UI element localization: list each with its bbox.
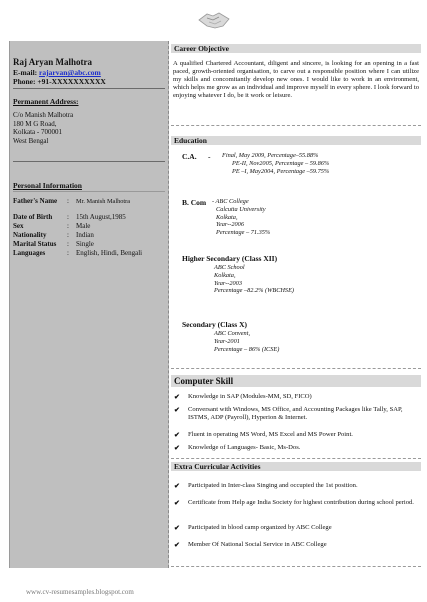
edu-line: Year--2006 [216, 221, 244, 229]
checkmark-icon: ✔ [174, 444, 180, 452]
divider [171, 368, 421, 369]
info-value: English, Hindi, Bengali [76, 249, 143, 257]
edu-sec-title: Secondary (Class X) [182, 320, 247, 329]
skill-item [174, 431, 420, 439]
edu-bcom-title: B. Com [182, 198, 207, 207]
activity-text: Certificate from Help age India Society for highest contribution during school period. [188, 499, 414, 506]
divider [171, 125, 421, 126]
address-block [13, 111, 73, 145]
edu-line: Percentage –82.2% (WBCHSE) [214, 287, 295, 295]
info-colon: : [67, 240, 69, 248]
email-link[interactable]: rajarvan@abc.com [39, 68, 101, 77]
skill-item [174, 393, 420, 401]
handshake-logo-icon [197, 6, 231, 32]
info-value: 15th August,1985 [76, 213, 126, 221]
info-key: Marital Status [13, 240, 57, 248]
email-line [13, 68, 101, 77]
activity-item [174, 499, 420, 507]
edu-line: Calcutta University [216, 205, 266, 213]
checkmark-icon: ✔ [174, 406, 180, 414]
info-value: Mr. Manish Malhotra [76, 198, 131, 205]
info-colon: : [67, 231, 69, 239]
info-key: Languages [13, 249, 46, 257]
divider [13, 161, 165, 162]
info-key: Father's Name [13, 197, 58, 205]
activity-text: Participated in Inter-class Singing and occupied the 1st position. [188, 482, 358, 489]
education-heading: Education [171, 136, 421, 145]
address-heading: Permanent Address: [13, 97, 79, 106]
info-key: Sex [13, 222, 24, 230]
checkmark-icon: ✔ [174, 393, 180, 401]
edu-line: PE-II, Nov2005, Percentage – 59.86% [232, 159, 330, 167]
edu-line: Kolkata, [214, 271, 236, 279]
info-colon: : [67, 197, 69, 205]
edu-line: Final, May 2009, Percentage–55.88% [222, 152, 319, 159]
activity-item [174, 541, 420, 549]
address-line: C/o Manish Malhotra [13, 111, 74, 119]
edu-ca-details [222, 152, 329, 175]
activity-text: Participated in blood camp organized by ABC College [188, 524, 332, 531]
edu-line: Kolkata, [216, 213, 238, 221]
edu-line: ABC Convent, [214, 330, 251, 337]
info-value: Indian [76, 231, 94, 239]
extra-curricular-heading: Extra Curricular Activities [171, 462, 421, 471]
candidate-name: Raj Aryan Malhotra [13, 57, 92, 67]
divider [13, 191, 165, 192]
edu-line: Year-2001 [214, 337, 240, 345]
edu-line: Percentage – 71.35% [216, 229, 271, 237]
info-colon: : [67, 249, 69, 257]
skill-item [174, 444, 420, 452]
personal-info-heading: Personal Information [13, 181, 82, 190]
edu-line: ABC School [214, 264, 245, 271]
info-colon: : [67, 222, 69, 230]
edu-ca-dash: - [208, 152, 211, 161]
info-key: Date of Birth [13, 213, 53, 221]
checkmark-icon: ✔ [174, 499, 180, 507]
edu-line: - ABC College [212, 198, 249, 205]
info-value: Single [76, 240, 94, 248]
skill-item [174, 406, 420, 422]
divider [171, 458, 421, 459]
career-objective-text: A qualified Chartered Accountant, diligent and sincere, is looking for an opening in a fast paced, growth-oriented organisation, to carve out a responsible position where I can utilize my skills and concomitantly develop new ones. I would like to work in an environment, which helps me grow as an individual and improve myself in every sphere. I look forward to enjoying whatever I do, be it work or leisure. [173, 60, 419, 100]
phone-line: Phone: +91-XXXXXXXXXX [13, 77, 106, 86]
divider [171, 566, 421, 567]
checkmark-icon: ✔ [174, 431, 180, 439]
checkmark-icon: ✔ [174, 482, 180, 490]
info-key: Nationality [13, 231, 47, 239]
career-objective-heading: Career Objective [171, 44, 421, 53]
skill-text: Knowledge of Languages- Basic, Ms-Dos. [188, 444, 301, 451]
edu-ca-title: C.A. [182, 152, 197, 161]
skill-text: Fluent in operating MS Word, MS Excel and MS Power Point. [188, 431, 353, 438]
edu-line: Percentage – 86% (ICSE) [214, 345, 280, 353]
address-line: West Bengal [13, 136, 49, 145]
computer-skill-heading: Computer Skill [171, 375, 421, 387]
edu-line: Year--2003 [214, 279, 242, 287]
edu-bcom-details [212, 198, 270, 237]
activity-item [174, 482, 420, 490]
info-colon: : [67, 213, 69, 221]
edu-line: PE –I, May2004, Percentage –59.75% [232, 167, 330, 175]
divider [13, 88, 165, 89]
edu-hs-details [214, 264, 294, 295]
footer-url: www.cv-resumesamples.blogspot.com [26, 588, 134, 596]
edu-hs-title: Higher Secondary (Class XII) [182, 254, 278, 263]
edu-sec-details [214, 330, 279, 353]
address-line: Kolkata - 700001 [13, 128, 62, 137]
email-label: E-mail: [13, 68, 40, 77]
activity-item [174, 524, 420, 532]
activity-text: Member Of National Social Service in ABC College [188, 541, 327, 548]
address-line: 180 M G Road, [13, 119, 57, 128]
info-value: Male [76, 222, 91, 230]
checkmark-icon: ✔ [174, 524, 180, 532]
skill-text: Knowledge in SAP (Modules-MM, SD, FICO) [188, 393, 312, 400]
skill-text: Conversant with Windows, MS Office, and Accounting Packages like Tally, SAP, ISTMS, ADP (Payroll), Hyperion & Internet. [188, 406, 403, 421]
checkmark-icon: ✔ [174, 541, 180, 549]
